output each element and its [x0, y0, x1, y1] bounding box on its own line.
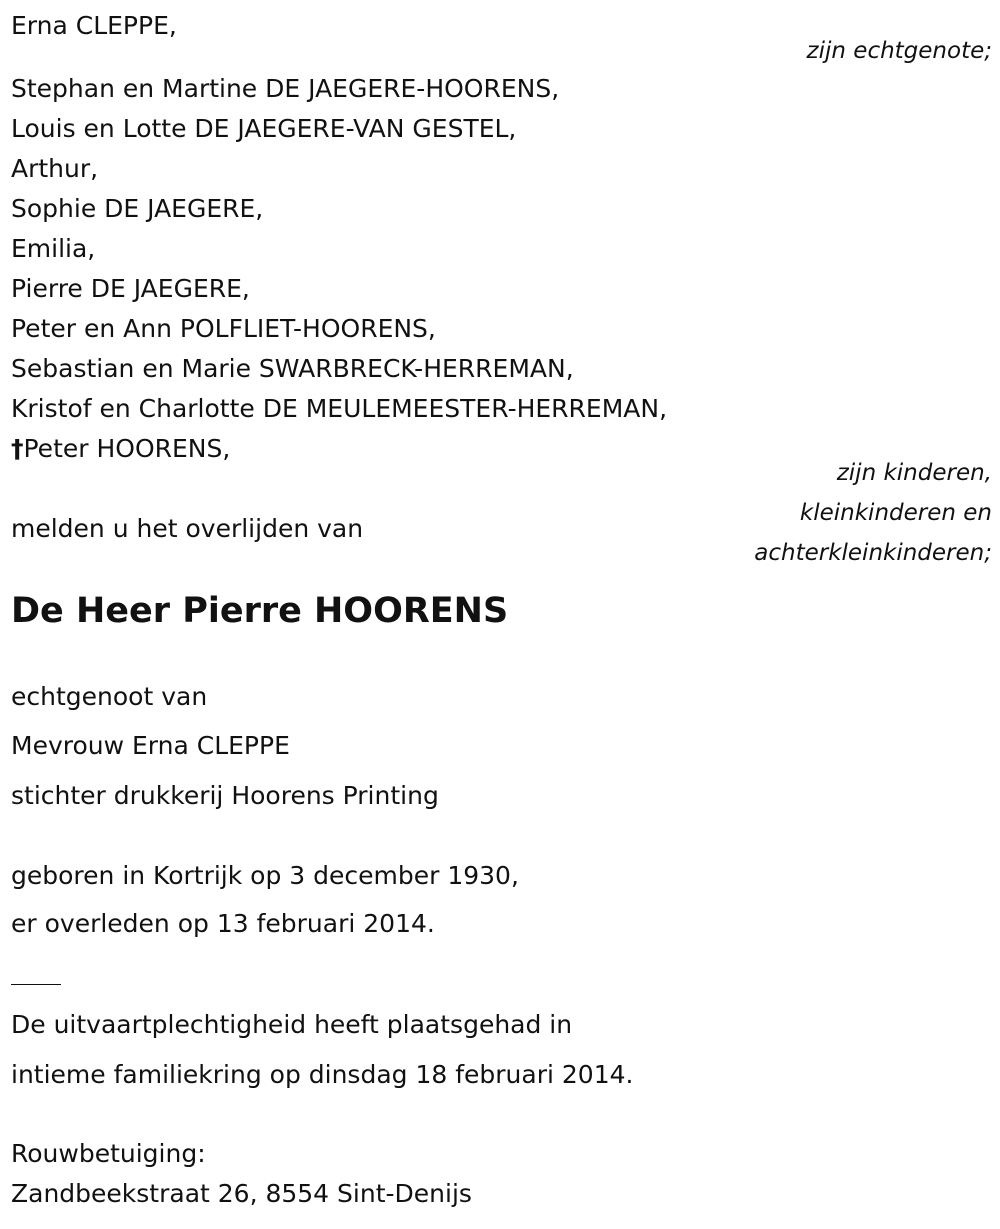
- family-role: kleinkinderen en: [799, 500, 992, 526]
- deceased-family-member: [11, 434, 230, 464]
- family-member: Arthur,: [11, 154, 99, 183]
- family-member: Kristof en Charlotte DE MEULEMEESTER-HERREMAN,: [11, 394, 668, 423]
- spouse-name: Erna CLEPPE,: [11, 11, 177, 40]
- detail-line: echtgenoot van: [11, 682, 208, 711]
- family-member: Stephan en Martine DE JAEGERE-HOORENS,: [11, 74, 560, 103]
- detail-line: stichter drukkerij Hoorens Printing: [11, 781, 439, 810]
- separator-line: [11, 984, 61, 985]
- family-member: Louis en Lotte DE JAEGERE-VAN GESTEL,: [11, 114, 517, 143]
- detail-line: Mevrouw Erna CLEPPE: [11, 731, 290, 760]
- family-member: Emilia,: [11, 234, 96, 263]
- family-member: Sophie DE JAEGERE,: [11, 194, 264, 223]
- announcement-text: melden u het overlijden van: [11, 514, 364, 543]
- spouse-role: zijn echtgenote;: [806, 38, 992, 64]
- family-member: Pierre DE JAEGERE,: [11, 274, 250, 303]
- funeral-line: intieme familiekring op dinsdag 18 februari 2014.: [11, 1060, 634, 1089]
- family-member: Peter en Ann POLFLIET-HOORENS,: [11, 314, 436, 343]
- deceased-family-member-name: Peter HOORENS,: [23, 434, 231, 463]
- condolence-address: Zandbeekstraat 26, 8554 Sint-Denijs: [11, 1179, 472, 1208]
- condolence-label: Rouwbetuiging:: [11, 1139, 206, 1168]
- family-role: zijn kinderen,: [836, 460, 992, 486]
- family-role: achterkleinkinderen;: [754, 540, 992, 566]
- cross-icon: †: [11, 434, 24, 463]
- date-line: er overleden op 13 februari 2014.: [11, 909, 435, 938]
- funeral-line: De uitvaartplechtigheid heeft plaatsgehad in: [11, 1010, 573, 1039]
- family-member: Sebastian en Marie SWARBRECK-HERREMAN,: [11, 354, 574, 383]
- date-line: geboren in Kortrijk op 3 december 1930,: [11, 861, 519, 890]
- deceased-title: De Heer Pierre HOORENS: [11, 591, 509, 631]
